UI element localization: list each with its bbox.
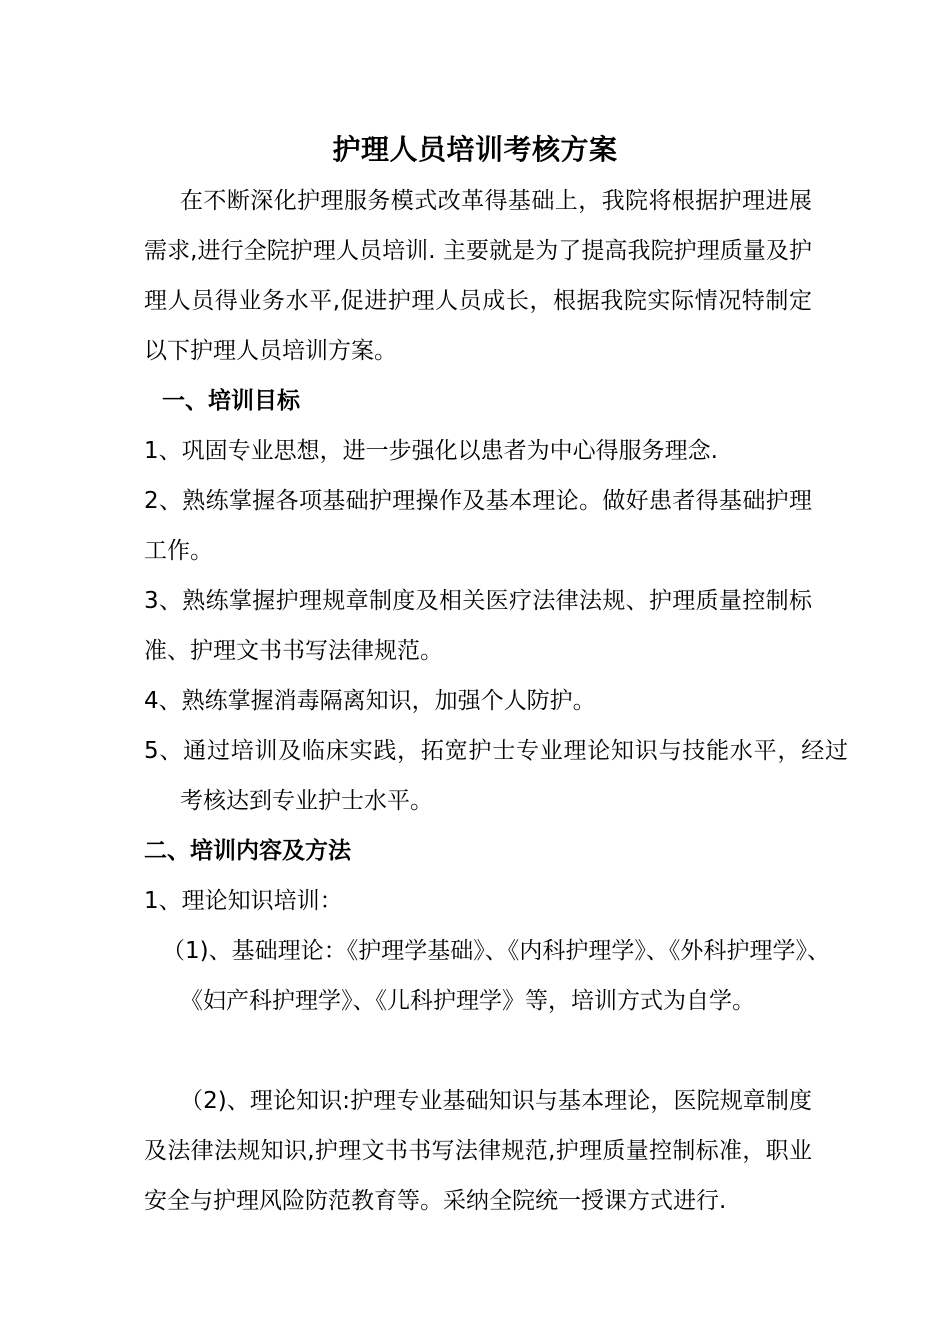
goal-item-4: 4、熟练掌握消毒隔离知识，加强个人防护。 [144, 688, 596, 714]
content-sub-item-1: （1)、基础理论：《护理学基础》、《内科护理学》、《外科护理学》、《妇产科护理学》、《儿科护理学》等，培训方式为自学。 [162, 938, 830, 1014]
intro-paragraph: 在不断深化护理服务模式改革得基础上，我院将根据护理进展需求,进行全院护理人员培训. 主要就是为了提高我院护理质量及护理人员得业务水平,促进护理人员成长，根据我院实际情况特制定以下护理人员培训方案。 [144, 188, 812, 364]
content-sub-item-2: （2)、理论知识:护理专业基础知识与基本理论，医院规章制度及法律法规知识,护理文书书写法律规范,护理质量控制标准，职业安全与护理风险防范教育等。采纳全院统一授课方式进行. [144, 1088, 812, 1214]
section-heading-content: 二、培训内容及方法 [144, 838, 351, 864]
goal-item-2: 2、熟练掌握各项基础护理操作及基本理论。做好患者得基础护理工作。 [144, 488, 812, 564]
document-title: 护理人员培训考核方案 [332, 133, 618, 166]
goal-item-1: 1、巩固专业思想，进一步强化以患者为中心得服务理念. [144, 438, 718, 464]
section-heading-goals: 一、培训目标 [162, 388, 300, 414]
goal-item-5: 5、通过培训及临床实践，拓宽护士专业理论知识与技能水平，经过考核达到专业护士水平。 [144, 738, 848, 814]
content-item-1: 1、理论知识培训： [144, 888, 343, 914]
goal-item-3: 3、熟练掌握护理规章制度及相关医疗法律法规、护理质量控制标准、护理文书书写法律规范。 [144, 588, 812, 664]
